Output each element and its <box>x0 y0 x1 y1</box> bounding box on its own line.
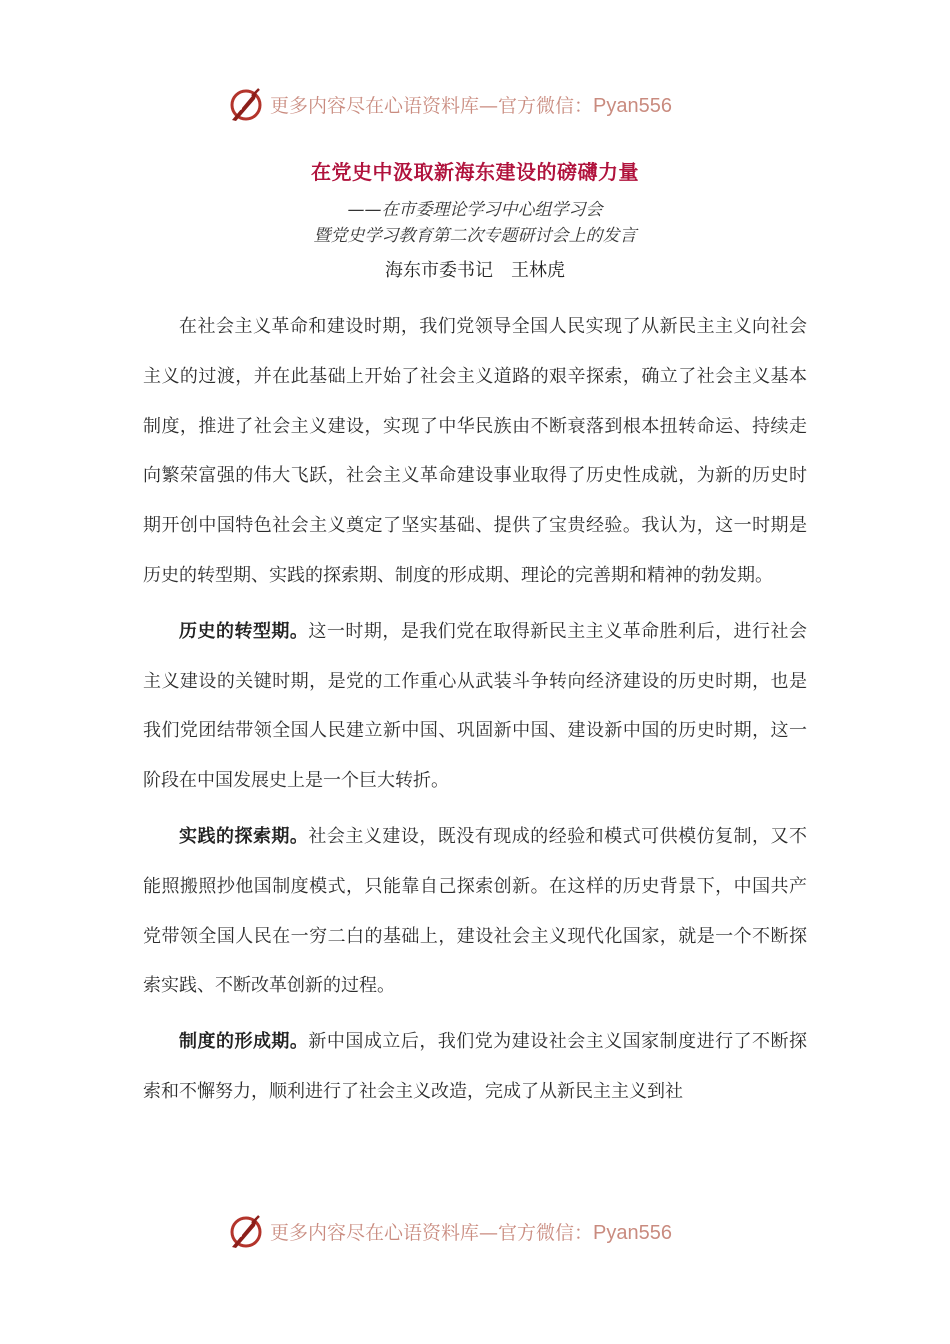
paragraph-heading: 历史的转型期。 <box>179 620 309 642</box>
paragraph-heading: 制度的形成期。 <box>179 1031 309 1053</box>
subtitle-line-2: 暨党史学习教育第二次专题研讨会上的发言 <box>313 226 637 246</box>
banner-text: 更多内容尽在心语资料库—官方微信：Pyan556 <box>270 1221 672 1244</box>
paragraph-intro: 在社会主义革命和建设时期，我们党领导全国人民实现了从新民主主义向社会主义的过渡，并在此基础上开始了社会主义道路的艰辛探索，确立了社会主义基本制度，推进了社会主义建设，实现了中华民族由不断衰落到根本扭转命运、持续走向繁荣富强的伟大飞跃，社会主义革命建设事业取得了历史性成就，为新的历史时期开创中国特色社会主义奠定了坚实基础、提供了宝贵经验。我认为，这一时期是历史的转型期、实践的探索期、制度的形成期、理论的完善期和精神的勃发期。 <box>143 316 807 586</box>
paragraph-transition: 历史的转型期。这一时期，是我们党在取得新民主主义革命胜利后，进行社会主义建设的关键时期，是党的工作重心从武装斗争转向经济建设的历史时期，也是我们党团结带领全国人民建立新中国、巩固新中国、建设新中国的历史时期，这一阶段在中国发展史上是一个巨大转折。 <box>143 620 808 792</box>
footer-banner <box>226 1211 746 1251</box>
header-banner <box>226 84 746 124</box>
banner-text: 更多内容尽在心语资料库—官方微信：Pyan556 <box>270 94 672 117</box>
document-title: 在党史中汲取新海东建设的磅礴力量 <box>311 160 639 184</box>
pen-logo-icon <box>226 1211 266 1251</box>
pen-logo-icon <box>226 84 266 124</box>
paragraph-institution: 制度的形成期。新中国成立后，我们党为建设社会主义国家制度进行了不断探索和不懈努力，顺利进行了社会主义改造，完成了从新民主主义到社 <box>143 1031 808 1102</box>
author-line: 海东市委书记 王林虎 <box>385 260 565 281</box>
wechat-id: Pyan556 <box>593 94 672 117</box>
subtitle-line-1: ——在市委理论学习中心组学习会 <box>347 200 603 220</box>
paragraph-heading: 实践的探索期。 <box>179 825 309 847</box>
paragraph-exploration: 实践的探索期。社会主义建设，既没有现成的经验和模式可供模仿复制，又不能照搬照抄他国制度模式，只能靠自己探索创新。在这样的历史背景下，中国共产党带领全国人民在一穷二白的基础上，建设社会主义现代化国家，就是一个不断探索实践、不断改革创新的过程。 <box>143 825 808 997</box>
article-body <box>143 302 807 1123</box>
wechat-id: Pyan556 <box>593 1221 672 1244</box>
